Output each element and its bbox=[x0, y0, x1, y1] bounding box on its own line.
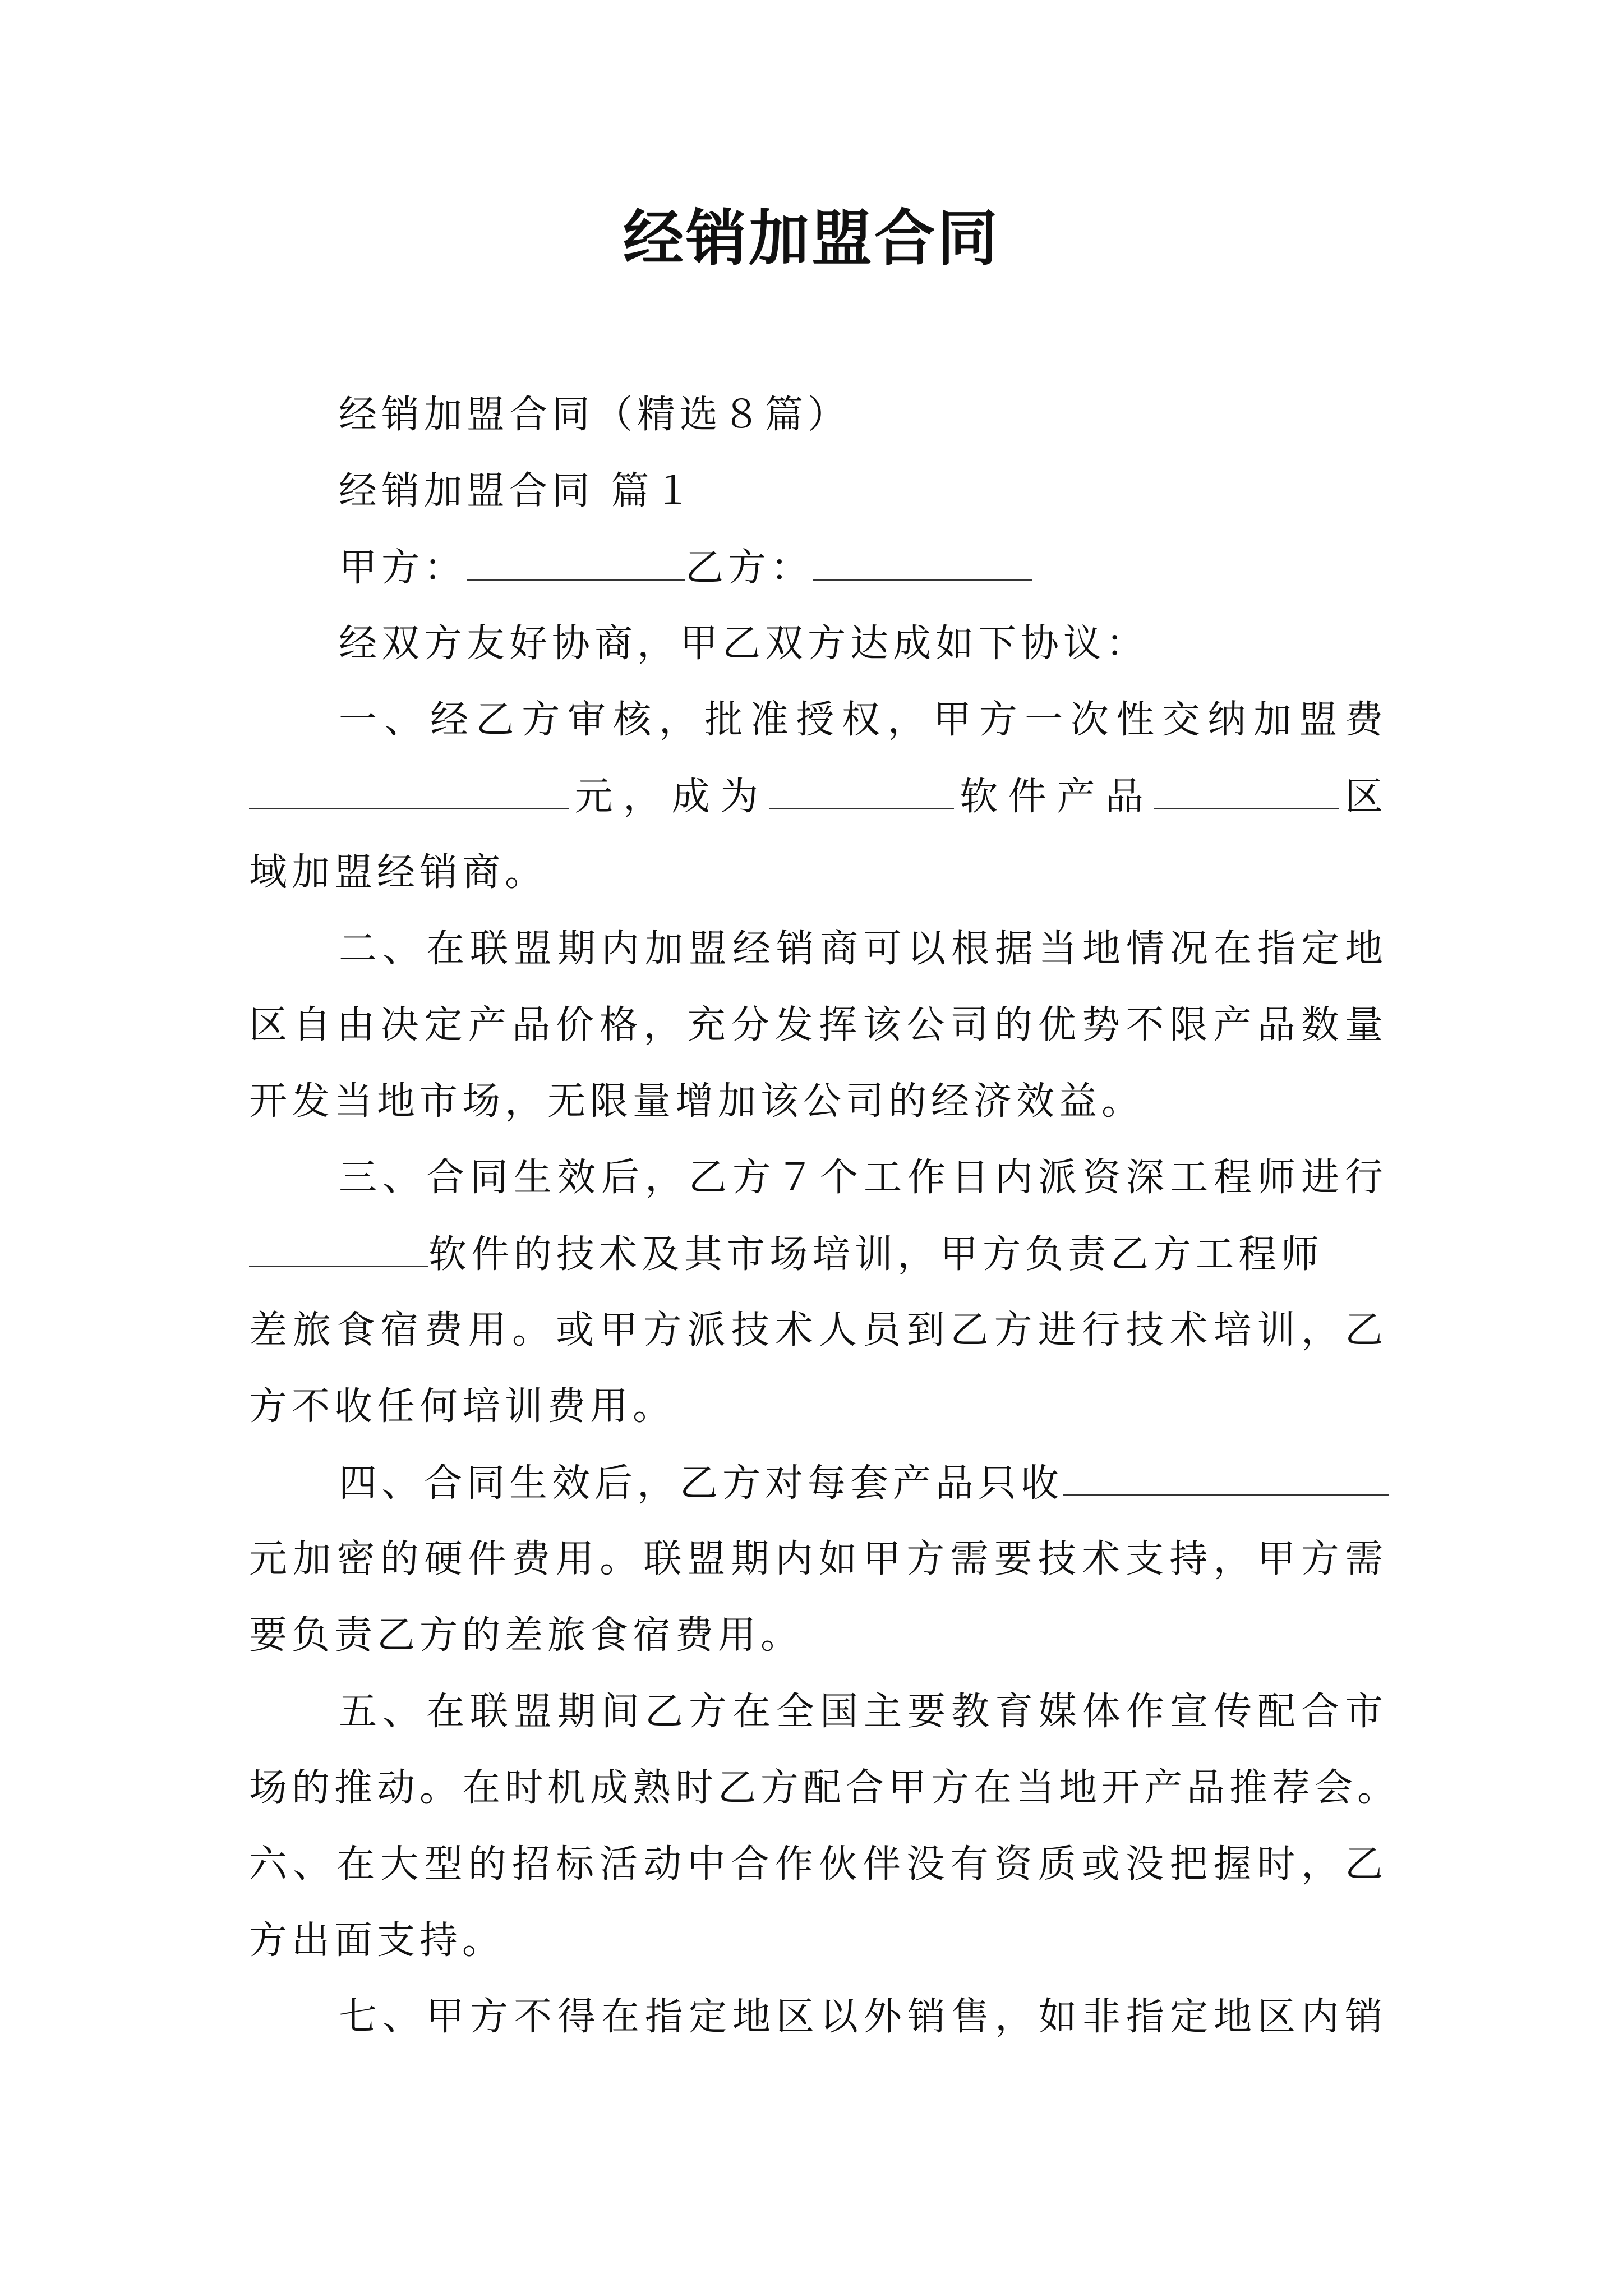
clause3-line2 bbox=[249, 1226, 1387, 1283]
clause6-line2: 方出面支持。 bbox=[249, 1918, 505, 1963]
party-b-blank bbox=[813, 540, 1032, 581]
parties-line bbox=[339, 540, 1387, 596]
region-blank bbox=[1154, 769, 1339, 809]
software-blank bbox=[249, 1226, 428, 1267]
clause5-line2: 场的推动。在时机成熟时乙方配合甲方在当地开产品推荐会。 bbox=[249, 1766, 1400, 1810]
clause2-line3: 开发当地市场，无限量增加该公司的经济效益。 bbox=[249, 1079, 1145, 1124]
fee-blank bbox=[249, 769, 569, 809]
clause4-line1 bbox=[339, 1455, 1387, 1512]
intro-paragraph: 经双方友好协商，甲乙双方达成如下协议： bbox=[339, 622, 1149, 666]
clause2-line2: 区自由决定产品价格，充分发挥该公司的优势不限产品数量 bbox=[249, 1003, 1387, 1047]
document-subtitle: 经销加盟合同（精选８篇） bbox=[339, 393, 851, 437]
hardware-fee-blank bbox=[1063, 1455, 1389, 1496]
clause6-line1: 六、在大型的招标活动中合作伙伴没有资质或没把握时，乙 bbox=[249, 1842, 1387, 1887]
clause1-line1: 一、经乙方审核，批准授权，甲方一次性交纳加盟费 bbox=[339, 698, 1387, 742]
clause3-line4: 方不收任何培训费用。 bbox=[249, 1384, 676, 1429]
clause4-line2: 元加密的硬件费用。联盟期内如甲方需要技术支持，甲方需 bbox=[249, 1537, 1387, 1581]
product-blank bbox=[769, 769, 954, 809]
clause3-line1: 三、合同生效后，乙方７个工作日内派资深工程师进行 bbox=[339, 1156, 1387, 1200]
chapter-heading: 经销加盟合同 篇１ bbox=[339, 469, 697, 513]
clause1-product: 软件产品 bbox=[953, 775, 1154, 819]
party-a-blank bbox=[467, 540, 685, 581]
clause4-line3: 要负责乙方的差旅食宿费用。 bbox=[249, 1613, 804, 1658]
clause5-line1: 五、在联盟期间乙方在全国主要教育媒体作宣传配合市 bbox=[339, 1690, 1387, 1734]
clause1-unit: 元，成为 bbox=[569, 775, 769, 819]
clause3-line3: 差旅食宿费用。或甲方派技术人员到乙方进行技术培训，乙 bbox=[249, 1308, 1387, 1352]
clause7-line1: 七、甲方不得在指定地区以外销售，如非指定地区内销 bbox=[339, 1995, 1387, 2039]
clause2-line1: 二、在联盟期内加盟经销商可以根据当地情况在指定地 bbox=[339, 927, 1387, 971]
document-title: 经销加盟合同 bbox=[623, 203, 1000, 274]
clause1-region: 区 bbox=[1339, 775, 1387, 819]
party-a-label: 甲方： bbox=[339, 546, 467, 590]
clause1-line3: 域加盟经销商。 bbox=[249, 850, 548, 895]
clause1-line2 bbox=[249, 769, 1387, 825]
clause3-line2-text: 软件的技术及其市场培训，甲方负责乙方工程师 bbox=[428, 1232, 1324, 1277]
clause4-line1-text: 四、合同生效后，乙方对每套产品只收 bbox=[339, 1461, 1064, 1506]
party-b-label: 乙方： bbox=[685, 546, 814, 590]
